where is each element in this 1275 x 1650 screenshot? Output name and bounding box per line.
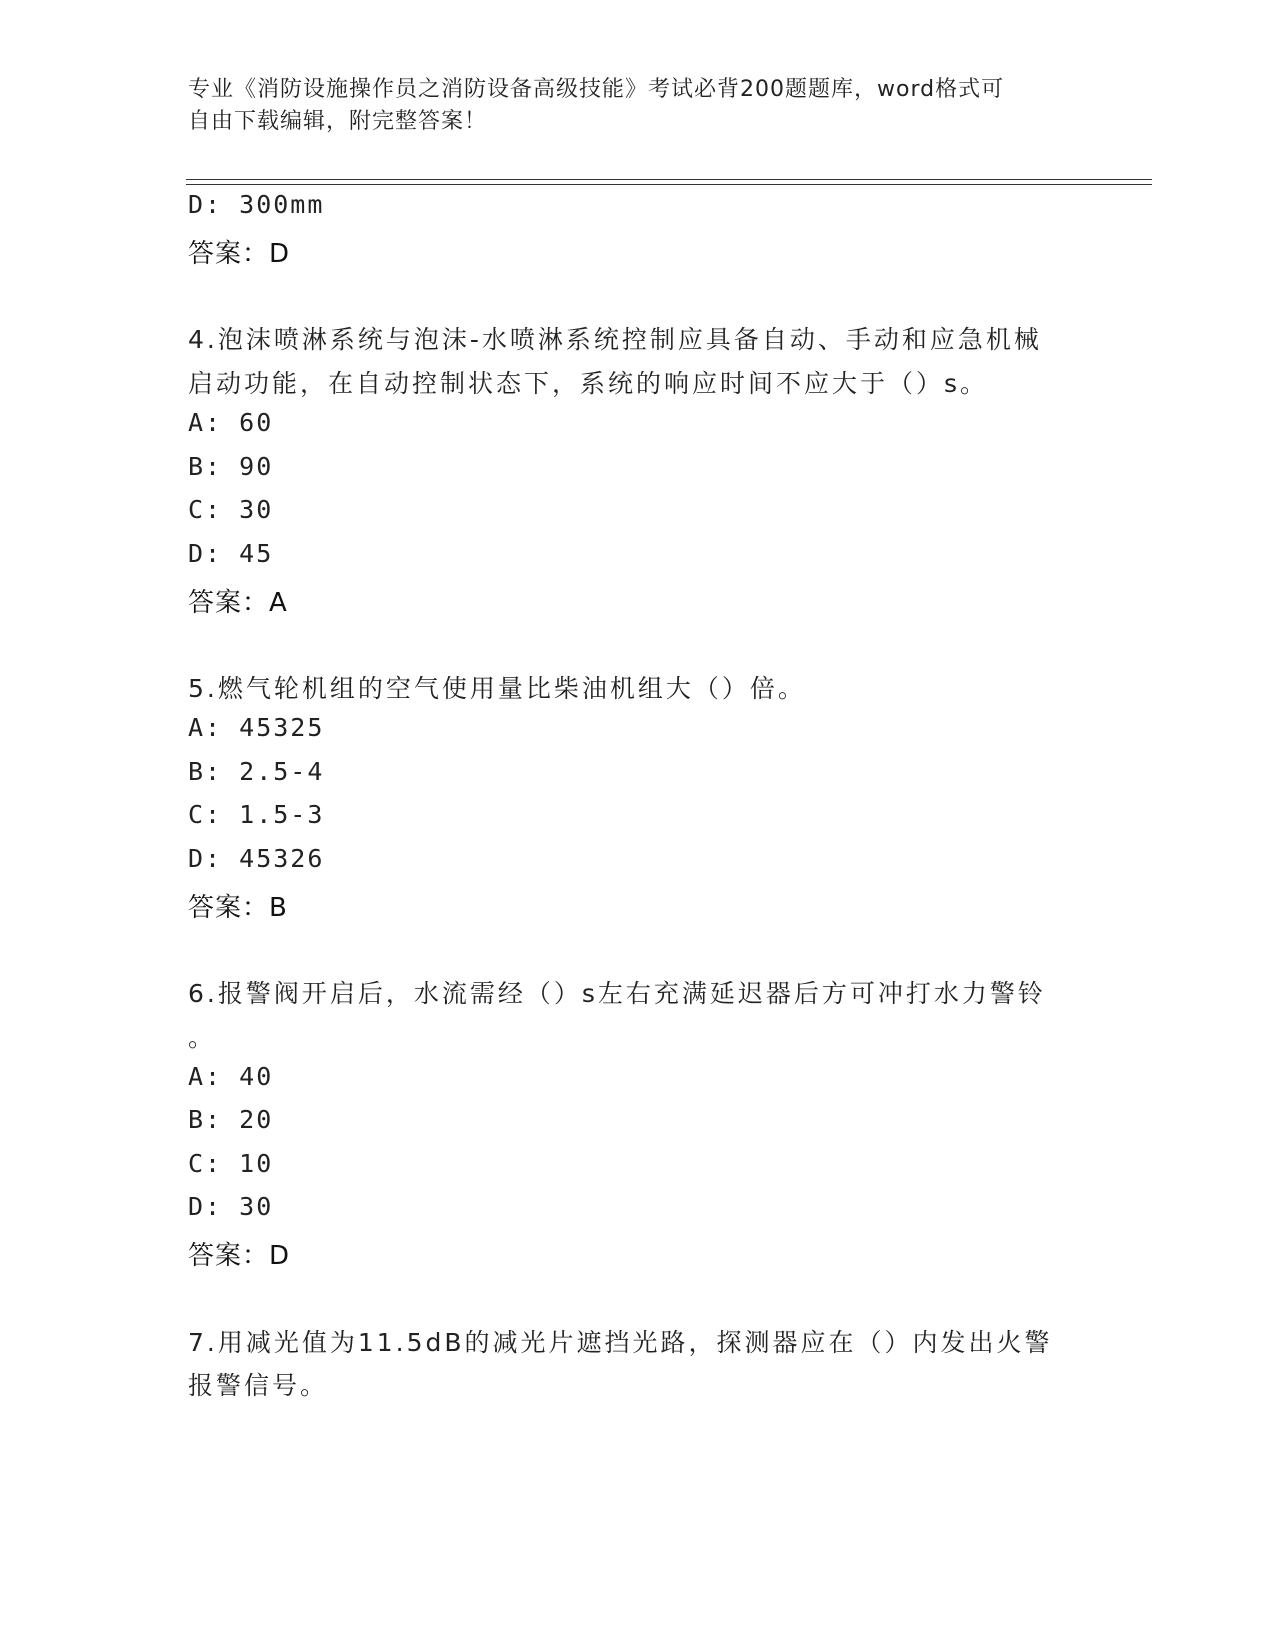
option-a: A: 40 <box>188 1062 274 1091</box>
answer-line: 答案：B <box>188 893 288 923</box>
option-c: C: 1.5-3 <box>188 800 325 829</box>
answer-line: 答案：D <box>188 1241 291 1271</box>
header-line-1: 专业《消防设施操作员之消防设备高级技能》考试必背200题题库，word格式可 <box>188 77 1005 102</box>
option-c: C: 10 <box>188 1149 274 1178</box>
option-b: B: 20 <box>188 1105 274 1134</box>
header-divider-bottom <box>186 184 1152 185</box>
option-b: B: 90 <box>188 452 274 481</box>
header-divider-top <box>186 179 1152 180</box>
option-c: C: 30 <box>188 495 274 524</box>
option-d: D: 45 <box>188 539 274 568</box>
question-text: 4.泡沫喷淋系统与泡沫-水喷淋系统控制应具备自动、手动和应急机械 <box>188 325 1042 354</box>
question-text: 。 <box>188 1023 217 1052</box>
header-line-2: 自由下载编辑，附完整答案！ <box>188 109 488 134</box>
option-d: D: 300mm <box>188 190 325 219</box>
option-d: D: 45326 <box>188 844 325 873</box>
option-d: D: 30 <box>188 1192 274 1221</box>
question-text: 6.报警阀开启后，水流需经（）s左右充满延迟器后方可冲打水力警铃 <box>188 979 1046 1008</box>
answer-line: 答案：D <box>188 239 291 269</box>
option-a: A: 45325 <box>188 713 325 742</box>
option-b: B: 2.5-4 <box>188 757 325 786</box>
question-text: 报警信号。 <box>188 1371 329 1400</box>
document-header <box>188 74 1088 138</box>
question-text: 启动功能，在自动控制状态下，系统的响应时间不应大于（）s。 <box>188 369 989 398</box>
question-text: 7.用减光值为11.5dB的减光片遮挡光路，探测器应在（）内发出火警 <box>188 1328 1053 1357</box>
answer-line: 答案：A <box>188 588 288 618</box>
option-a: A: 60 <box>188 408 274 437</box>
question-text: 5.燃气轮机组的空气使用量比柴油机组大（）倍。 <box>188 674 806 703</box>
